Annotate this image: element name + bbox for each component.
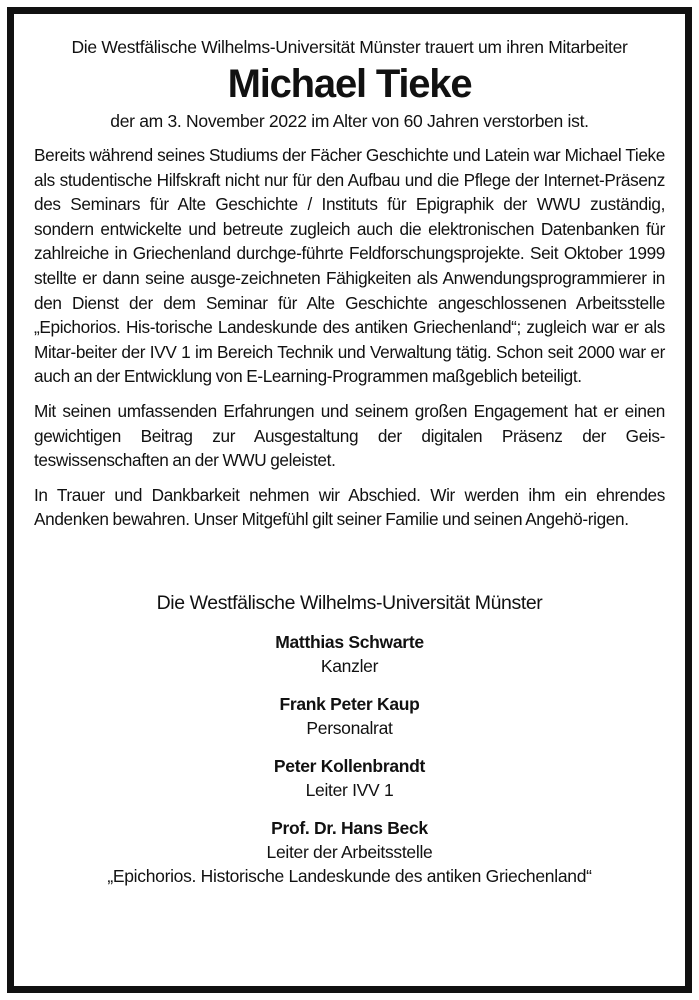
- obituary-frame: [7, 7, 692, 993]
- body-paragraph-career: Bereits während seines Studiums der Fächer Geschichte und Latein war Michael Tieke als studentische Hilfskraft nicht nur für den Aufbau und die Pflege der Internet-Präsenz des Seminars für Alte Geschichte / Instituts für Epigraphik der WWU zuständig, sondern entwickelte und betreute zugleich auch die elektronischen Datenbanken für zahlreiche in Griechenland durchge-führte Feldforschungsprojekte. Seit Oktober 1999 stellte er dann seine ausge-zeichneten Fähigkeiten als Anwendungsprogrammierer in den Dienst der dem Seminar für Alte Geschichte angeschlossenen Arbeitsstelle „Epichorios. His-torische Landeskunde des antiken Griechenland“; zugleich war er als Mitar-beiter der IVV 1 im Bereich Technik und Verwaltung tätig. Schon seit 2000 war er auch an der Entwicklung von E-Learning-Programmen maßgeblich beteiligt.: [34, 145, 665, 387]
- signatory-ivv1: [34, 754, 665, 802]
- signatory-name: Prof. Dr. Hans Beck: [271, 817, 428, 838]
- signatory-role: Kanzler: [320, 655, 379, 676]
- body-paragraph-farewell: In Trauer und Dankbarkeit nehmen wir Abschied. Wir werden ihm ein ehrendes Andenken bewahren. Unser Mitgefühl gilt seiner Familie und seinen Angehö-rigen.: [34, 484, 665, 530]
- signatory-role: Personalrat: [306, 717, 393, 738]
- obituary-content: [34, 36, 665, 902]
- deceased-name: Michael Tieke: [227, 62, 472, 106]
- signatory-role: Leiter IVV 1: [305, 779, 394, 800]
- death-info: der am 3. November 2022 im Alter von 60 Jahren verstorben ist.: [110, 111, 589, 131]
- signatory-arbeitsstelle: [34, 816, 665, 888]
- signatory-role-detail: „Epichorios. Historische Landeskunde des antiken Griechenland“: [107, 865, 592, 886]
- signatory-kanzler: [34, 630, 665, 678]
- signatory-name: Frank Peter Kaup: [279, 693, 420, 714]
- signatory-personalrat: [34, 692, 665, 740]
- signatory-name: Matthias Schwarte: [275, 631, 424, 652]
- body-paragraph-contribution: Mit seinen umfassenden Erfahrungen und seinem großen Engagement hat er einen gewichtigen Beitrag zur Ausgestaltung der digitalen Präsenz der Geis-teswissenschaften an der WWU geleistet.: [34, 400, 665, 471]
- intro-line: Die Westfälische Wilhelms-Universität Münster trauert um ihren Mitarbeiter: [71, 37, 628, 57]
- signoff-institution: Die Westfälische Wilhelms-Universität Münster: [156, 591, 543, 614]
- signatory-name: Peter Kollenbrandt: [273, 755, 426, 776]
- signatory-role: Leiter der Arbeitsstelle: [266, 841, 433, 862]
